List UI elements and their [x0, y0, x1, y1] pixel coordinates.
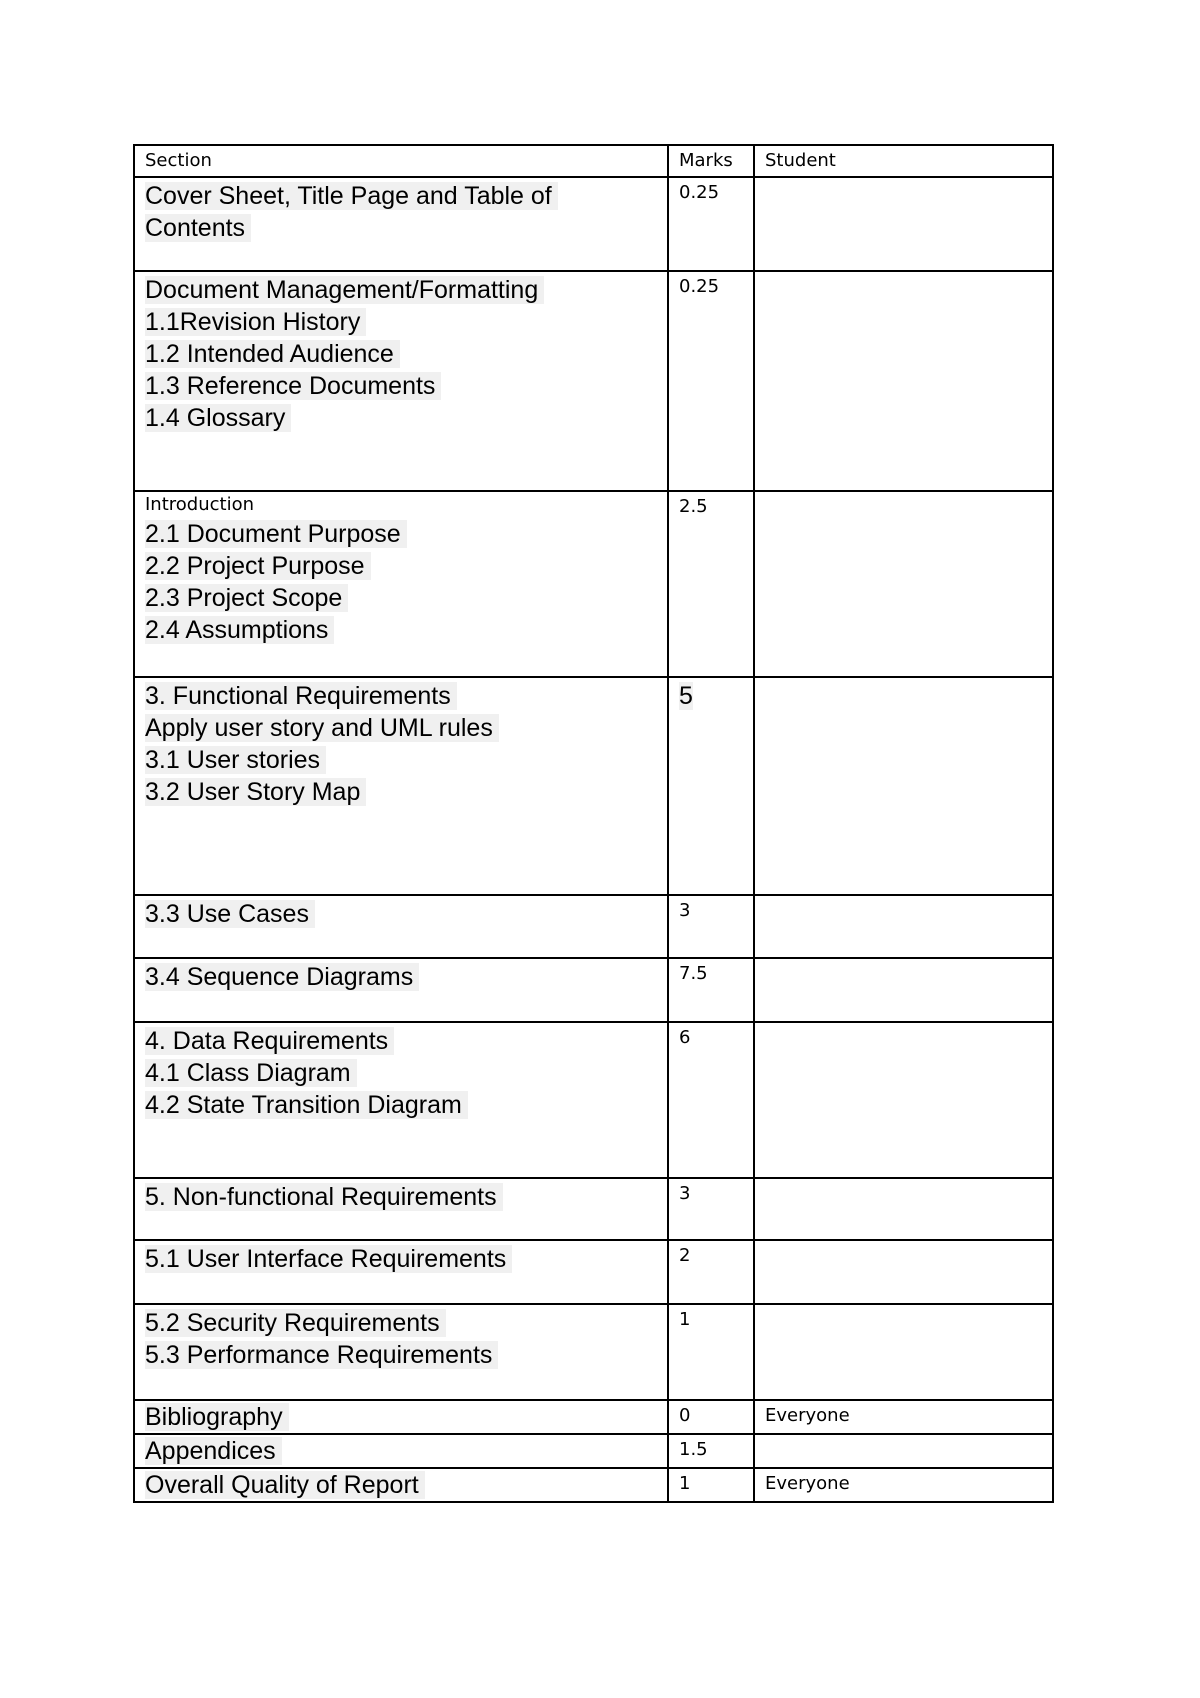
section-line: Overall Quality of Report [145, 1471, 425, 1499]
section-cell [134, 1304, 668, 1400]
table-row [134, 958, 1053, 1022]
section-cell [134, 958, 668, 1022]
table-row [134, 271, 1053, 491]
header-section: Section [134, 145, 668, 177]
section-line: 3.1 User stories [145, 746, 326, 774]
section-line: 1.1Revision History [145, 308, 366, 336]
table-row [134, 1022, 1053, 1178]
table-row [134, 491, 1053, 677]
section-line: Apply user story and UML rules [145, 714, 499, 742]
marks-cell: 1 [668, 1468, 754, 1502]
header-marks: Marks [668, 145, 754, 177]
table-row [134, 1304, 1053, 1400]
section-line: 4.1 Class Diagram [145, 1059, 357, 1087]
marks-cell: 3 [668, 895, 754, 958]
section-line: 1.3 Reference Documents [145, 372, 441, 400]
section-line: 2.3 Project Scope [145, 584, 348, 612]
student-cell: Everyone [754, 1468, 1053, 1502]
student-cell [754, 1240, 1053, 1304]
table-row [134, 1434, 1053, 1468]
section-cell [134, 895, 668, 958]
student-cell [754, 177, 1053, 271]
section-line: 1.2 Intended Audience [145, 340, 400, 368]
student-cell: Everyone [754, 1400, 1053, 1434]
section-line: 3.4 Sequence Diagrams [145, 963, 419, 991]
table-row [134, 1400, 1053, 1434]
header-student: Student [754, 145, 1053, 177]
marks-cell: 0.25 [668, 177, 754, 271]
student-cell [754, 1178, 1053, 1240]
marks-cell: 3 [668, 1178, 754, 1240]
section-cell [134, 491, 668, 677]
section-line: 4. Data Requirements [145, 1027, 394, 1055]
student-cell [754, 677, 1053, 895]
table-row [134, 677, 1053, 895]
section-cell [134, 1468, 668, 1502]
section-line: 5.3 Performance Requirements [145, 1341, 498, 1369]
section-line: 3. Functional Requirements [145, 682, 457, 710]
table-row [134, 1178, 1053, 1240]
header-row [134, 145, 1053, 177]
student-cell [754, 1434, 1053, 1468]
section-line: 5.1 User Interface Requirements [145, 1245, 512, 1273]
section-line: Cover Sheet, Title Page and Table of [145, 182, 558, 210]
marks-cell: 6 [668, 1022, 754, 1178]
marks-cell: 2 [668, 1240, 754, 1304]
table-row [134, 1468, 1053, 1502]
marking-table [133, 144, 1054, 1503]
student-cell [754, 271, 1053, 491]
marks-cell: 0.25 [668, 271, 754, 491]
section-line: 2.4 Assumptions [145, 616, 334, 644]
section-line: Document Management/Formatting [145, 276, 544, 304]
student-cell [754, 958, 1053, 1022]
section-line: 3.2 User Story Map [145, 778, 366, 806]
section-line: 2.1 Document Purpose [145, 520, 407, 548]
table-row [134, 895, 1053, 958]
table-row [134, 177, 1053, 271]
student-cell [754, 1022, 1053, 1178]
section-cell [134, 1240, 668, 1304]
section-cell [134, 177, 668, 271]
section-line: 3.3 Use Cases [145, 900, 315, 928]
section-heading: Introduction [145, 494, 255, 515]
section-line: 5.2 Security Requirements [145, 1309, 446, 1337]
marks-cell: 1.5 [668, 1434, 754, 1468]
section-line: 4.2 State Transition Diagram [145, 1091, 468, 1119]
student-cell [754, 1304, 1053, 1400]
student-cell [754, 895, 1053, 958]
section-line: Contents [145, 214, 251, 242]
section-cell [134, 1022, 668, 1178]
section-line: 5. Non-functional Requirements [145, 1183, 503, 1211]
marks-cell: 1 [668, 1304, 754, 1400]
section-cell [134, 1400, 668, 1434]
section-cell [134, 1434, 668, 1468]
section-cell [134, 1178, 668, 1240]
section-line: Bibliography [145, 1403, 289, 1431]
section-line: Appendices [145, 1437, 282, 1465]
section-cell [134, 677, 668, 895]
table-row [134, 1240, 1053, 1304]
student-cell [754, 491, 1053, 677]
section-line: 2.2 Project Purpose [145, 552, 371, 580]
marks-cell: 0 [668, 1400, 754, 1434]
section-cell [134, 271, 668, 491]
section-line: 1.4 Glossary [145, 404, 291, 432]
marks-cell: 5 [668, 677, 754, 895]
marks-cell: 2.5 [668, 491, 754, 677]
marks-cell: 7.5 [668, 958, 754, 1022]
